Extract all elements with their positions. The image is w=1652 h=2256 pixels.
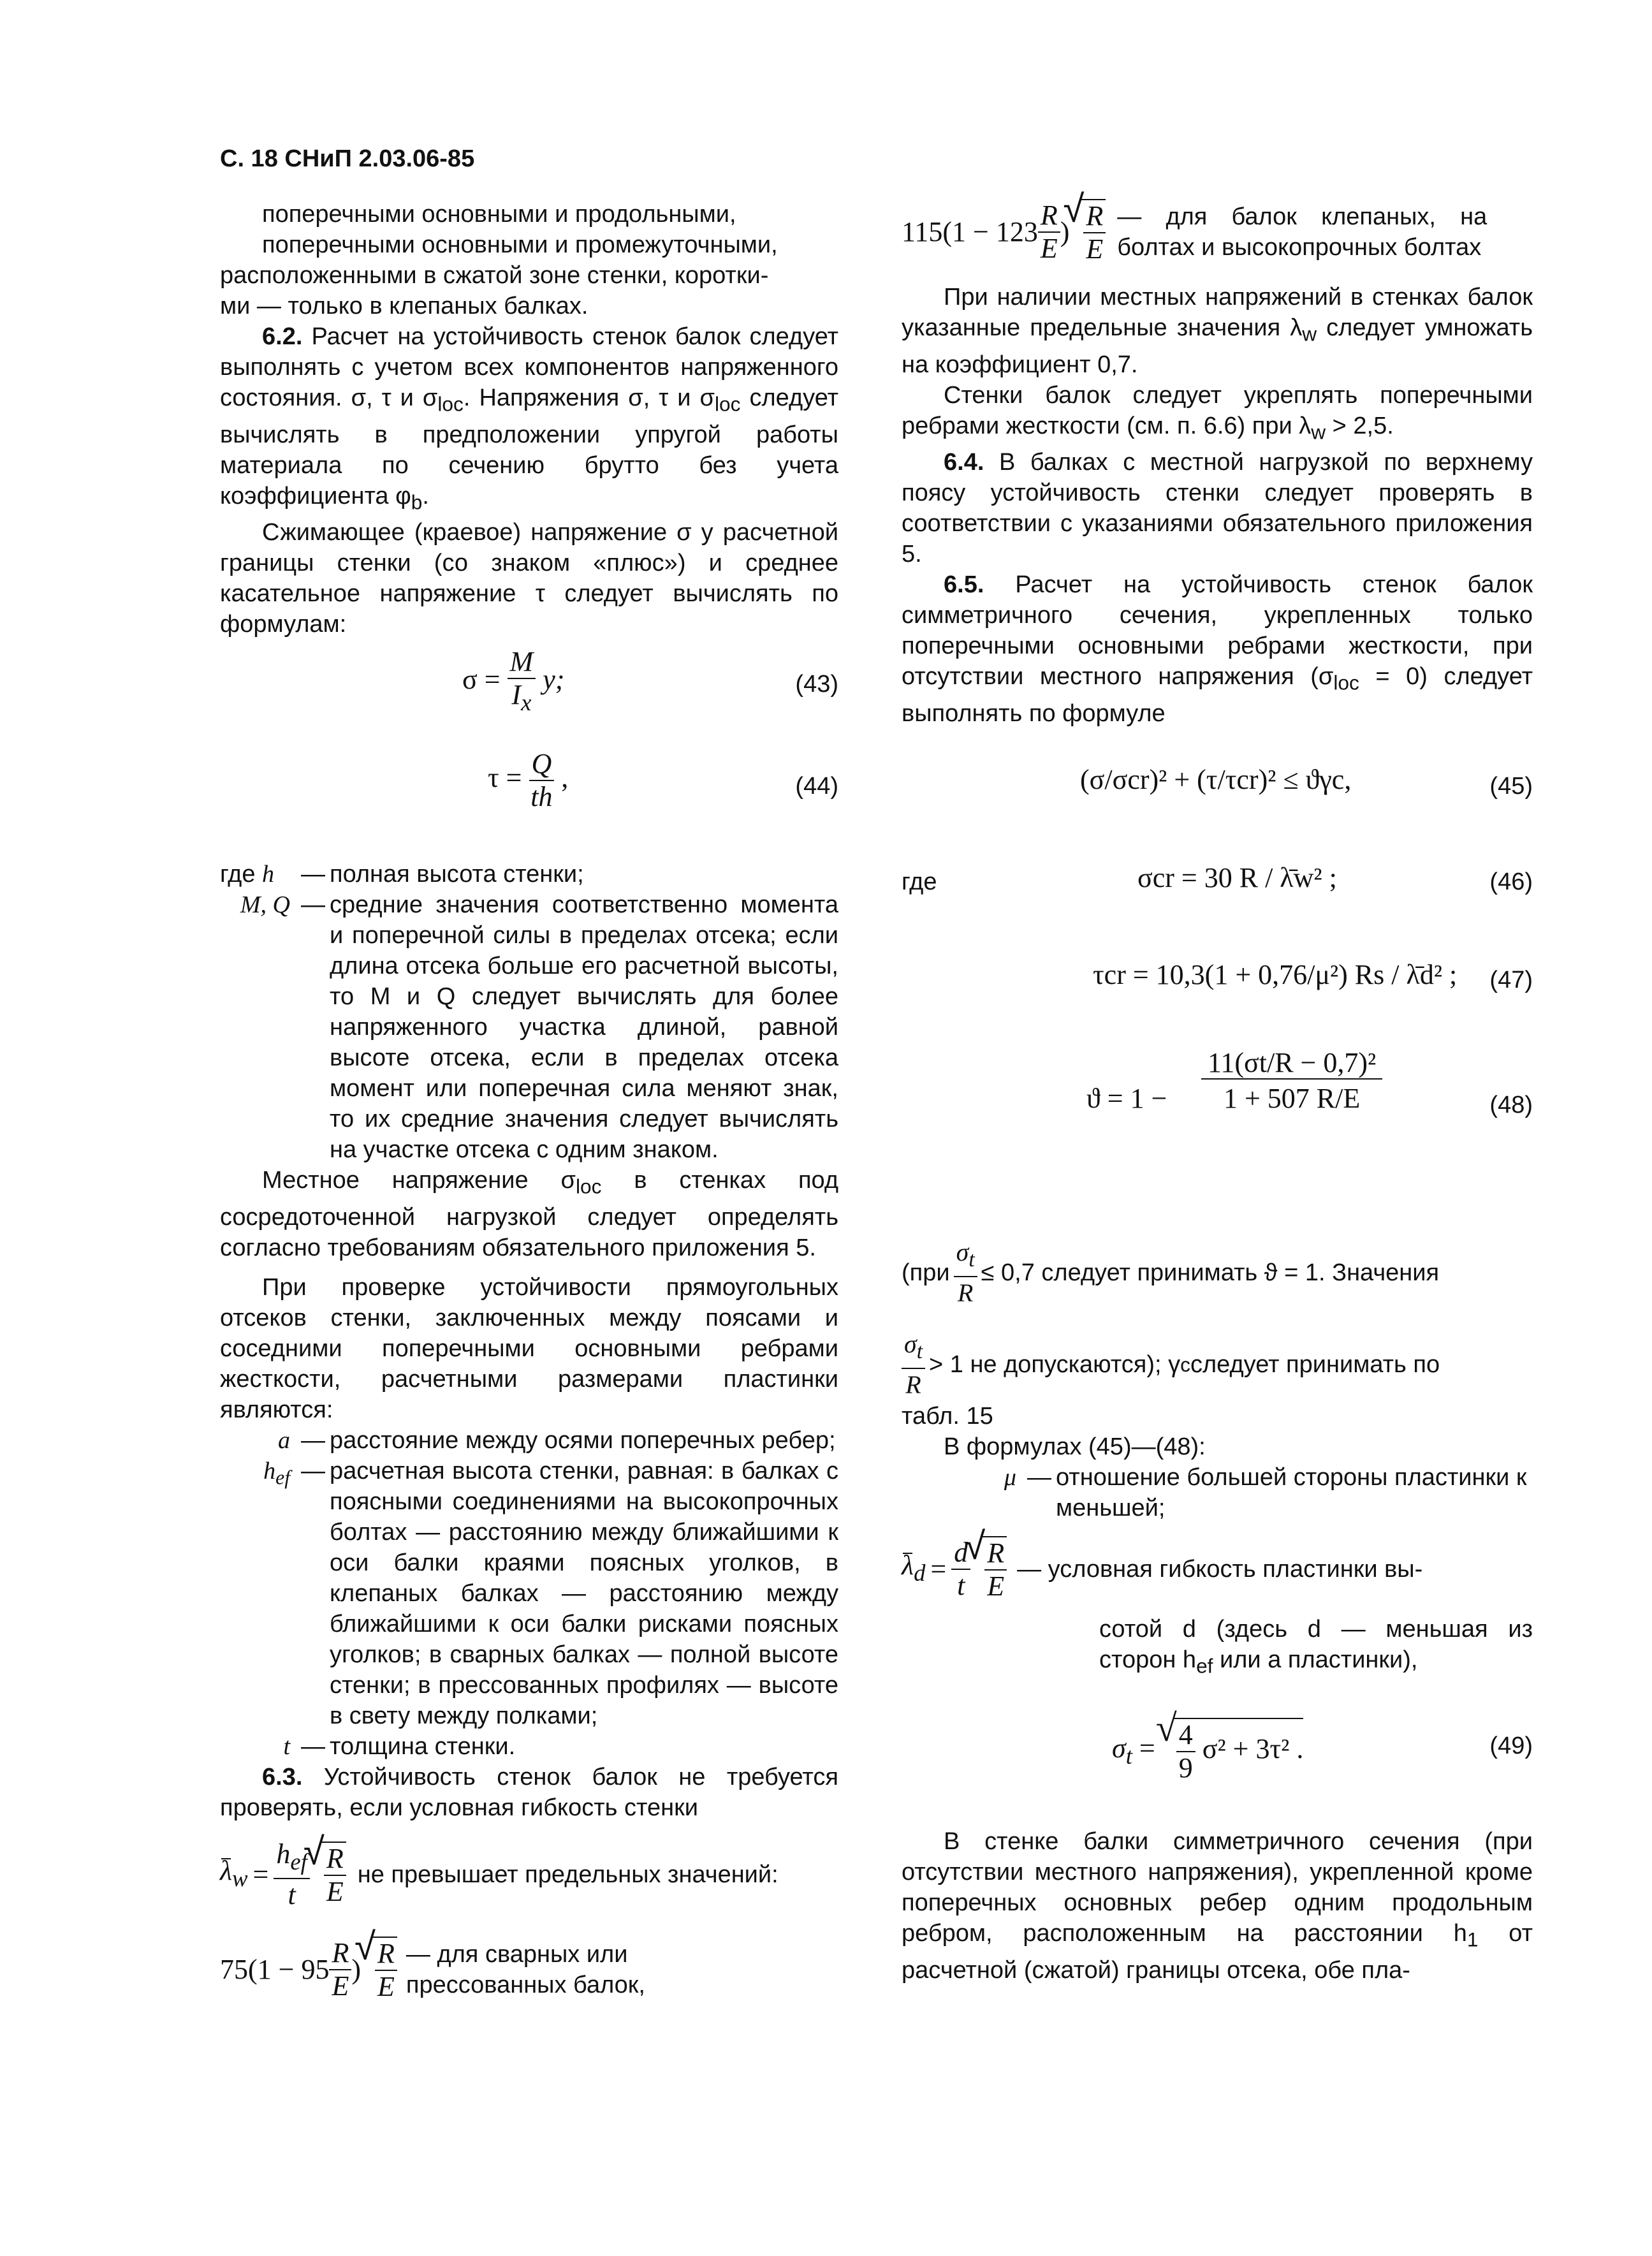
nine: 9	[1178, 1752, 1193, 1784]
paragraph-check: При проверке устойчивости прямоугольных отсеков стенки, заключенных между поясами и соседними поперечными основными ребрами жесткости, расчетными размерами пластинки являются:	[220, 1273, 838, 1423]
def-mq	[220, 890, 838, 1165]
paragraph-local	[220, 1165, 838, 1263]
formula-43-numerator: M	[508, 646, 536, 679]
lambda-symbol: λ	[902, 1549, 914, 1581]
sub-w: w	[1302, 322, 1317, 346]
section-6-2	[220, 321, 838, 517]
sigma-t-over-R-2	[902, 1328, 925, 1401]
in-formulas: В формулах (45)—(48):	[944, 1433, 1206, 1460]
formula-44-tail: ,	[561, 762, 569, 794]
section-6-2-number: 6.2.	[262, 323, 303, 350]
section-6-3	[220, 1762, 838, 1823]
pri-open: (при	[902, 1259, 950, 1286]
paragraph-stiffen-text: Стенки балок следует укреплять поперечными ребрами жесткости (см. п. 6.6) при λ	[902, 381, 1533, 439]
sub-loc: loc	[715, 392, 741, 416]
formula-49-sqrt	[1174, 1718, 1304, 1784]
lambda-sub: d	[914, 1559, 926, 1586]
lambda-w-text: не превышает предельных значений:	[357, 1861, 778, 1888]
sigma: σ	[956, 1237, 969, 1266]
section-6-5-text: Расчет на устойчивость стенок балок симметричного сечения, укрепленных только поперечными основными ребрами жесткости, при отсутствии местного напряжения (σ	[902, 571, 1533, 691]
four-ninths	[1176, 1719, 1195, 1784]
def-hef	[220, 1456, 838, 1731]
paragraph-local-stress-text: При наличии местных напряжений в стенках балок указанные предельные значения λ	[902, 284, 1533, 341]
section-6-4-text: В балках с местной нагрузкой по верхнему поясу устойчивость стенки следует проверять в соответствии с указаниями обязательного приложения 5.	[902, 449, 1533, 568]
section-6-2-text3: следует вычислять в предположении упругой работы материала по сечению брутто без учета коэффициента φ	[220, 385, 839, 509]
formula-44	[220, 748, 838, 844]
left-p1-line3: расположенными в сжатой зоне стенки, коротки-	[220, 262, 769, 289]
def-h	[220, 859, 838, 890]
def-hef-h: h	[263, 1457, 276, 1484]
R: R	[905, 1370, 921, 1399]
def-mq-body: средние значения соответственно момента и поперечной силы в пределах отсека; если длина отсека больше его расчетной высоты, то M и Q следует вычислять для более напряженного участка длиной, равной высоте отсека, если в пределах отсека момент или поперечная сила меняют знак, то их средние значения следует вычислять на участке отсека с одним знаком.	[330, 891, 838, 1164]
formula-lambda-w	[220, 1838, 838, 1911]
paragraph-final	[902, 1826, 1533, 1986]
paren: )	[1060, 216, 1070, 247]
formula-43-denom-I: I	[511, 679, 522, 711]
lambda-w	[220, 1856, 248, 1894]
formula-48-frac	[1201, 1048, 1382, 1114]
section-6-4-number: 6.4.	[944, 449, 984, 476]
lambda-symbol: λ	[220, 1854, 233, 1886]
t: t	[957, 1569, 965, 1601]
formula-46-expr: σcr = 30 R / λ̄w² ;	[1137, 861, 1337, 893]
R: √ R	[324, 1843, 346, 1876]
dash: —	[301, 1732, 325, 1760]
sub-w: w	[1311, 420, 1326, 444]
formula-44-numerator: Q	[529, 748, 555, 781]
section-6-5	[902, 569, 1533, 729]
formula-43-denom-sub: x	[521, 689, 532, 715]
paragraph-local-text2: в стенках под сосредоточенной нагрузкой следует определять согласно требованиям обязательного приложения 5.	[220, 1167, 838, 1261]
formula-49-number: (49)	[1489, 1732, 1533, 1760]
def-h-term: h	[262, 861, 275, 888]
paragraph-stiffen	[902, 380, 1533, 448]
E: E	[332, 1970, 349, 2002]
sub-ef: ef	[1196, 1654, 1213, 1678]
def-mu	[978, 1462, 1533, 1523]
R: √ R	[984, 1537, 1007, 1571]
formula-48-numerator: 11(σt/R − 0,7)²	[1201, 1048, 1382, 1080]
lambda-d-text2-b: или a пластинки),	[1213, 1646, 1418, 1673]
equals: =	[930, 1553, 947, 1585]
sigma-t	[902, 1328, 925, 1369]
section-6-3-number: 6.3.	[262, 1763, 303, 1791]
formula-43	[220, 646, 838, 742]
sub-loc: loc	[437, 392, 464, 416]
section-6-2-text2: . Напряжения σ, τ и σ	[463, 385, 715, 411]
limit-riveted-coef: 115(1 − 123	[902, 216, 1038, 247]
pri-text: ≤ 0,7 следует принимать ϑ = 1. Значения	[981, 1259, 1440, 1286]
formula-44-lhs: τ =	[488, 762, 522, 794]
sqrt-R-over-E	[321, 1842, 346, 1908]
gt1-text: > 1 не допускаются); γ	[929, 1351, 1181, 1378]
dash: —	[301, 891, 325, 919]
lambda-d-text: — условная гибкость пластинки вы-	[1017, 1555, 1423, 1583]
limit-welded-sqrt	[372, 1937, 397, 2003]
formula-47-expr: τcr = 10,3(1 + 0,76/μ²) Rs / λ̄d² ;	[1093, 958, 1458, 990]
formula-49-expr	[1112, 1718, 1303, 1784]
definitions-43-44	[220, 859, 838, 1165]
dash: —	[1027, 1463, 1051, 1491]
formula-43-denominator	[508, 679, 536, 719]
E: E	[987, 1570, 1005, 1602]
def-mq-term: M, Q	[240, 891, 290, 919]
lambda-d	[902, 1550, 925, 1588]
sub-c: c	[1180, 1352, 1190, 1376]
formula-48-lhs: ϑ = 1 −	[1086, 1082, 1167, 1114]
def-t	[220, 1731, 838, 1762]
def-hef-sub: ef	[275, 1466, 290, 1489]
R: R	[957, 1278, 974, 1307]
limit-welded-text: — для сварных или прессованных балок,	[406, 1940, 645, 1998]
formula-49-rest: σ² + 3τ² .	[1202, 1733, 1304, 1765]
E: E	[1086, 233, 1104, 265]
sub-1: 1	[1466, 1928, 1479, 1951]
sigma-t	[954, 1236, 977, 1277]
def-h-body: полная высота стенки;	[330, 861, 584, 888]
limit-welded-coef: 75(1 − 95	[220, 1953, 330, 1985]
R: R	[1038, 200, 1060, 233]
limit-riveted-sqrt	[1081, 199, 1106, 265]
R: R	[329, 1937, 351, 1970]
formula-49	[902, 1699, 1533, 1801]
sigma-t-over-R	[954, 1236, 977, 1309]
def-a-body: расстояние между осями поперечных ребер;	[330, 1426, 836, 1454]
paragraph-local-stress	[902, 282, 1533, 380]
formula-43-frac	[508, 646, 536, 719]
def-t-term: t	[283, 1732, 290, 1760]
dash: —	[301, 1457, 325, 1484]
limit-riveted	[902, 199, 1533, 265]
formula-45-number: (45)	[1489, 772, 1533, 800]
left-p1-line1: поперечными основными и продольными,	[262, 201, 736, 228]
equals: =	[1139, 1732, 1155, 1764]
period: .	[422, 482, 429, 509]
formula-46-number: (46)	[1489, 868, 1533, 895]
limit-riveted-frac	[1038, 200, 1060, 265]
dash: —	[301, 1426, 325, 1454]
R: √ R	[1083, 200, 1106, 233]
left-column	[220, 199, 838, 2003]
lambda-d-text2	[902, 1614, 1533, 1681]
formula-44-number: (44)	[795, 773, 838, 800]
hef-sub: ef	[290, 1848, 307, 1875]
lambda-sub: w	[232, 1864, 248, 1891]
formula-43-lhs: σ =	[462, 664, 501, 696]
hef-h: h	[276, 1838, 291, 1870]
formula-44-expr	[488, 748, 568, 813]
left-p1-line2: поперечными основными и промежуточными,	[262, 231, 778, 258]
paragraph-pri	[902, 1236, 1533, 1309]
def-mu-row	[978, 1462, 1533, 1523]
sub-t: t	[969, 1247, 975, 1271]
def-hef-term	[220, 1456, 296, 1731]
where-label: где	[220, 861, 256, 888]
paragraph-stiffen-text2: > 2,5.	[1326, 412, 1394, 439]
sqrt-R-over-E	[982, 1536, 1007, 1602]
limit-riveted-text: — для балок клепаных, на болтах и высокопрочных болтах	[1117, 203, 1488, 261]
sub-loc: loc	[575, 1175, 602, 1198]
paragraph-gt1	[902, 1328, 1533, 1401]
sigma-t: σ	[1112, 1732, 1126, 1764]
left-p1-line4: ми — только в клепаных балках.	[220, 293, 588, 319]
section-6-4	[902, 447, 1533, 569]
section-6-5-text2: = 0) следует выполнять по формуле	[902, 663, 1533, 727]
def-a-term: a	[278, 1426, 290, 1454]
sigma: σ	[904, 1329, 917, 1358]
formula-48-number: (48)	[1489, 1091, 1533, 1118]
formula-43-expr	[462, 646, 564, 719]
dash: —	[301, 861, 325, 888]
def-hef-body: расчетная высота стенки, равная: в балках с поясными соединениями на высокопрочных болтах — расстоянию между ближайшими к оси балки краями поясных уголков, в клепаных балках — расстоянию между ближайшими к оси балки рисками поясных уголков; в сварных балках — полной высоте стенки; в прессованных профилях — высоте в свету между полками;	[330, 1457, 838, 1729]
limit-welded-frac	[329, 1937, 351, 2002]
def-t-body: толщина стенки.	[330, 1732, 516, 1760]
formula-48-denominator: 1 + 507 R/E	[1223, 1082, 1361, 1114]
paragraph-local-stress-text2: следует умножать на коэффициент 0,7.	[902, 314, 1533, 378]
E: E	[1040, 233, 1058, 264]
sub-loc: loc	[1333, 671, 1359, 694]
sub-b: b	[411, 490, 423, 514]
paren: )	[351, 1953, 362, 1985]
paragraph-sigma: Сжимающее (краевое) напряжение σ у расчетной границы стенки (со знаком «плюс») и среднее касательное напряжение τ следует вычислять по формулам:	[220, 519, 838, 638]
limit-welded-sqrt-frac	[375, 1938, 397, 2003]
paragraph-final-text: В стенке балки симметричного сечения (при отсутствии местного напряжения), укрепленной кроме поперечных основных ребер одним продольным ребром, расположенным на расстоянии h	[902, 1828, 1533, 1947]
def-h-term-wrap	[220, 859, 296, 890]
limit-riveted-sqrt-frac	[1083, 200, 1106, 265]
section-6-5-number: 6.5.	[944, 571, 984, 599]
formula-43-tail: y;	[543, 664, 565, 696]
formula-44-frac	[529, 748, 555, 813]
d: d	[951, 1537, 970, 1570]
table-ref: табл. 15	[902, 1402, 993, 1430]
lambda-d-text2-a: сотой d (здесь d — меньшая из сторон h	[1099, 1615, 1533, 1673]
section-6-2-text: Расчет на устойчивость стенок балок следует выполнять с учетом всех компонентов напряженного состояния. σ, τ и σ	[220, 323, 838, 411]
formula-45	[902, 745, 1533, 841]
formula-47	[902, 937, 1533, 1032]
formula-48	[902, 1039, 1533, 1179]
R-over-E	[324, 1843, 346, 1908]
def-mu-body: отношение большей стороны пластинки к меньшей;	[1056, 1463, 1527, 1521]
equals: =	[252, 1858, 269, 1890]
formula-46	[902, 847, 1533, 930]
formula-43-number: (43)	[795, 671, 838, 698]
E: E	[377, 1970, 395, 2002]
formula-lambda-d	[902, 1536, 1533, 1602]
paragraph-local-text: Местное напряжение σ	[262, 1167, 576, 1194]
paragraph-final-text2: от расчетной (сжатой) границы отсека, обе пла-	[902, 1920, 1533, 1984]
gt1-text2: следует принимать по	[1190, 1351, 1440, 1378]
R: √ R	[375, 1938, 397, 1971]
limit-welded	[220, 1937, 838, 2003]
sub-t: t	[916, 1339, 923, 1363]
four: √ 4	[1176, 1719, 1195, 1752]
sub-t: t	[1125, 1743, 1132, 1769]
formula-44-denominator: th	[530, 781, 553, 813]
section-6-3-text: Устойчивость стенок балок не требуется проверять, если условная гибкость стенки	[220, 1763, 838, 1821]
where-label: где	[902, 868, 937, 895]
right-column	[902, 199, 1533, 1986]
def-mu-term: μ	[1004, 1463, 1016, 1491]
definitions-plate	[220, 1425, 838, 1762]
formula-45-expr: (σ/σcr)² + (τ/τcr)² ≤ ϑγc,	[1080, 763, 1352, 795]
t-denominator: t	[288, 1879, 296, 1910]
formula-47-number: (47)	[1489, 966, 1533, 993]
page-header: С. 18 СНиП 2.03.06-85	[220, 145, 475, 172]
E: E	[326, 1875, 344, 1907]
R-over-E	[984, 1537, 1007, 1602]
def-a	[220, 1425, 838, 1456]
